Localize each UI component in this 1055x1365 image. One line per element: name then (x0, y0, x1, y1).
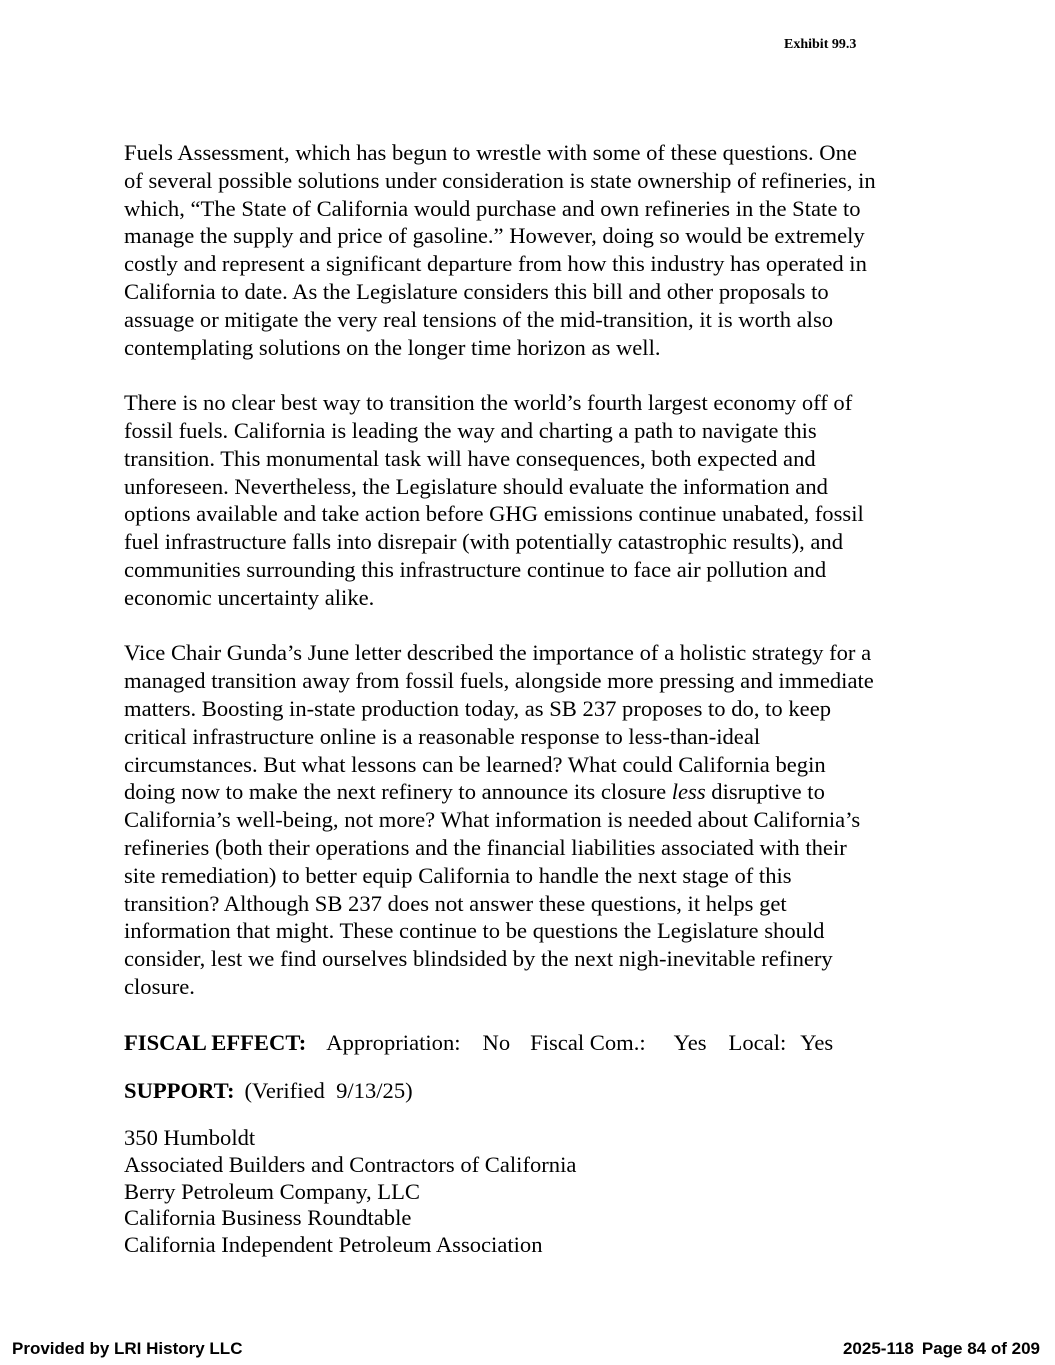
emphasis-word: less (671, 779, 706, 805)
text-line: fossil fuels. California is leading the way and charting a path to navigate this (124, 417, 817, 443)
text-line: consider, lest we find ourselves blindsided by the next nigh-inevitable refinery (124, 946, 833, 972)
footer-doc-id: 2025-118 (842, 1339, 914, 1358)
text-line: options available and take action before GHG emissions continue unabated, fossil (124, 501, 864, 527)
list-item: California Business Roundtable (124, 1205, 412, 1231)
text-line: managed transition away from fossil fuels, alongside more pressing and immediate (124, 668, 874, 694)
appropriation-label: Appropriation: (326, 1029, 461, 1055)
paragraph-transition (124, 389, 939, 611)
text-line: information that might. These continue to be questions the Legislature should (124, 918, 825, 944)
text-line: communities surrounding this infrastructure continue to face air pollution and (124, 556, 827, 582)
fiscal-effect-line (124, 1029, 939, 1057)
fiscal-com-value: Yes (673, 1029, 707, 1055)
document-body (124, 139, 939, 1259)
fiscal-effect-label: FISCAL EFFECT: (124, 1029, 307, 1055)
local-value: Yes (800, 1029, 834, 1055)
text-line: There is no clear best way to transition the world’s fourth largest economy off of (124, 390, 853, 416)
list-item: Associated Builders and Contractors of California (124, 1151, 577, 1177)
text-line: critical infrastructure online is a reasonable response to less-than-ideal (124, 723, 761, 749)
text-line: costly and represent a significant departure from how this industry has operated in (124, 251, 867, 277)
footer-page-number: Page 84 of 209 (921, 1339, 1040, 1358)
text-line: California to date. As the Legislature considers this bill and other proposals to (124, 278, 829, 304)
local-label: Local: (728, 1029, 787, 1055)
text-fragment: disruptive to (705, 779, 825, 805)
appropriation-value: No (482, 1029, 511, 1055)
footer-provider: Provided by LRI History LLC (12, 1339, 243, 1358)
fiscal-com-label: Fiscal Com.: (530, 1029, 646, 1055)
list-item: California Independent Petroleum Association (124, 1232, 543, 1258)
text-line: fuel infrastructure falls into disrepair (with potentially catastrophic results), and (124, 529, 844, 555)
text-line: economic uncertainty alike. (124, 584, 375, 610)
exhibit-label: Exhibit 99.3 (784, 37, 857, 52)
support-label: SUPPORT: (124, 1078, 235, 1104)
text-line: matters. Boosting in-state production today, as SB 237 proposes to do, to keep (124, 695, 832, 721)
paragraph-fuels-assessment (124, 139, 939, 361)
text-line: circumstances. But what lessons can be learned? What could California begin (124, 751, 826, 777)
text-line: closure. (124, 973, 195, 999)
paragraph-vice-chair-letter (124, 639, 939, 1000)
support-heading (124, 1077, 939, 1105)
text-line: California’s well-being, not more? What information is needed about California’s (124, 807, 861, 833)
text-line: unforeseen. Nevertheless, the Legislature should evaluate the information and (124, 473, 828, 499)
footer-page-info (843, 1339, 1040, 1359)
text-line: Vice Chair Gunda’s June letter described the importance of a holistic strategy for a (124, 640, 872, 666)
text-line: Fuels Assessment, which has begun to wrestle with some of these questions. One (124, 140, 857, 165)
text-line: manage the supply and price of gasoline.” However, doing so would be extremely (124, 223, 865, 249)
text-line: transition. This monumental task will have consequences, both expected and (124, 445, 816, 471)
text-line-emphasis (124, 778, 939, 806)
text-line: assuage or mitigate the very real tensions of the mid-transition, it is worth also (124, 306, 834, 332)
text-line: refineries (both their operations and the financial liabilities associated with their (124, 834, 847, 860)
list-item: 350 Humboldt (124, 1125, 256, 1151)
text-line: transition? Although SB 237 does not answer these questions, it helps get (124, 890, 787, 916)
list-item: Berry Petroleum Company, LLC (124, 1178, 420, 1204)
text-line: site remediation) to better equip California to handle the next stage of this (124, 862, 792, 888)
text-line: which, “The State of California would purchase and own refineries in the State to (124, 195, 861, 221)
text-fragment: doing now to make the next refinery to announce its closure (124, 779, 672, 805)
text-line: contemplating solutions on the longer time horizon as well. (124, 334, 661, 360)
support-list (124, 1125, 939, 1259)
support-verified: (Verified 9/13/25) (244, 1078, 413, 1104)
text-line: of several possible solutions under consideration is state ownership of refineries, in (124, 167, 876, 193)
